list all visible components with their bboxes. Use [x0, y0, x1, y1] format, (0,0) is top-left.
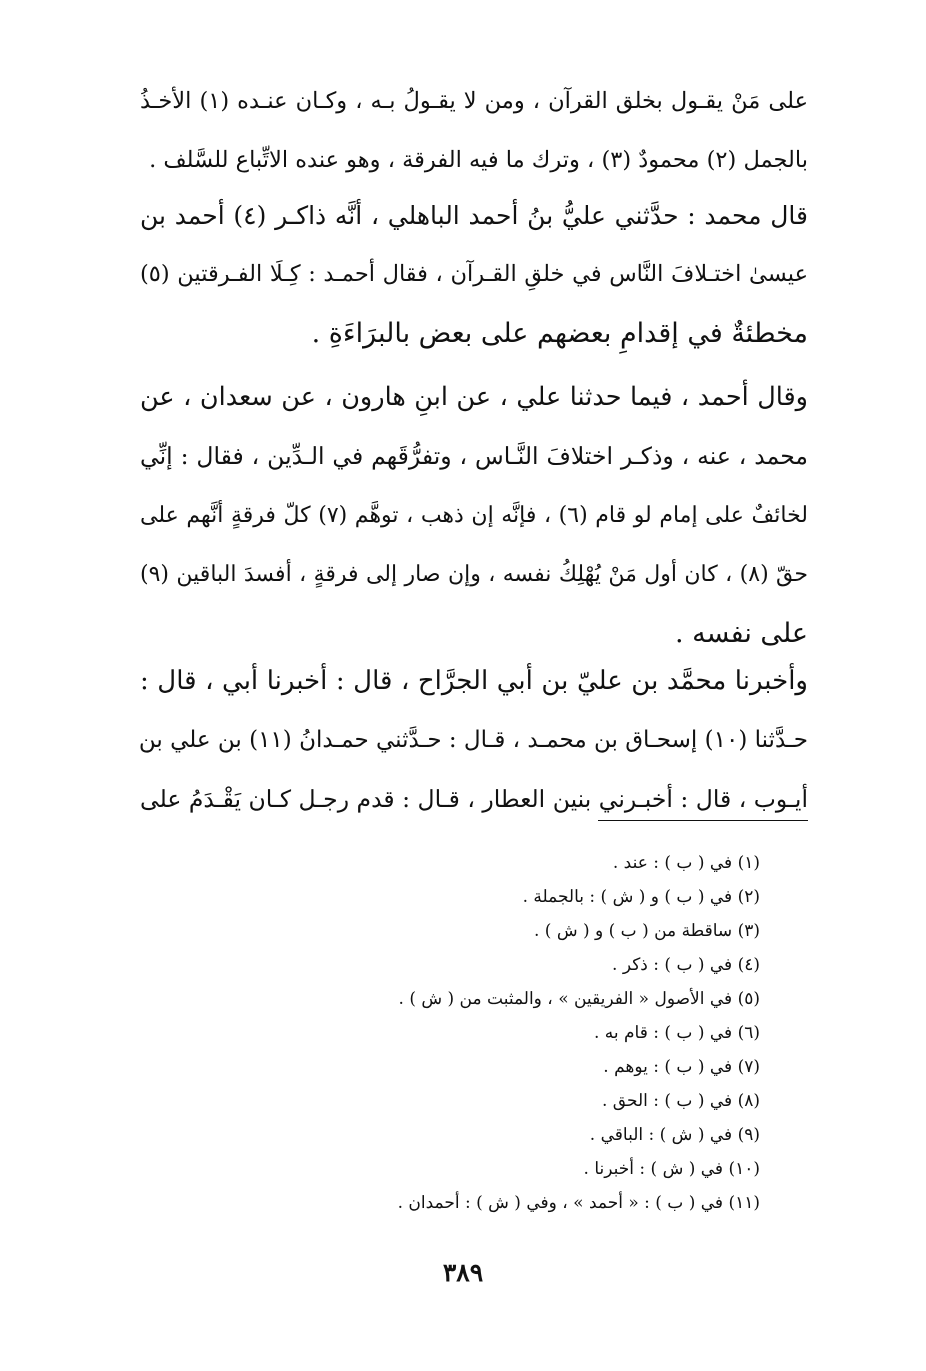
text-line: محمد ، عنه ، وذكـر اختلافَ النَّـاس ، وتفرُّقَهم في الـدِّين ، فقال : إنِّي: [140, 442, 808, 470]
page-number: ٣٨٩: [442, 1258, 484, 1287]
paragraph-4: [140, 652, 808, 829]
footnote: (٩) في ( ش ) : الباقي .: [589, 1125, 760, 1145]
text-line: لخائفٌ على إمام لو قام (٦) ، فإنَّه إن ذهب ، توهَّم (٧) كلّ فرقةٍ أنَّهم على: [140, 503, 808, 528]
footnote: (١) في ( ب ) : عند .: [612, 853, 760, 873]
text-line: حقّ (٨) ، كان أول مَنْ يُهْلِكُ نفسه ، وإن صار إلى فرقةٍ ، أفسدَ الباقين (٩): [140, 562, 808, 587]
footnote: (١١) في ( ب ) : « أحمد » ، وفي ( ش ) : أحمدان .: [397, 1193, 760, 1213]
text-line: مخطئةٌ في إقدامِ بعضهم على بعض بالبرَاءَةِ .: [311, 318, 808, 349]
text-line: قال محمد : حدَّثني عليُّ بنُ أحمد الباهلي ، أنَّه ذاكـر (٤) أحمد بن: [140, 201, 808, 230]
footnote: (٥) في الأصول « الفريقين » ، والمثبت من ( ش ) .: [398, 989, 760, 1009]
text-line: بالجمل (٢) محمودٌ (٣) ، وترك ما فيه الفرقة ، وهو عنده الاتِّباع للسَّلف .: [149, 147, 808, 173]
text-line: على نفسه .: [674, 618, 808, 649]
text-line: على مَنْ يقـول بخلق القرآن ، ومن لا يقـولُ بـه ، وكـان عنـده (١) الأخـذُ: [140, 88, 808, 114]
text-line: عيسىٰ اختـلافَ النَّاس في خلقِ القـرآن ، فقال أحمـد : كِـلَا الفـرقتين (٥): [140, 261, 808, 287]
text-line: حـدَّثنا (١٠) إسحـاق بن محمـد ، قـال : حـدَّثني حمـدانُ (١١) بن علي بن: [138, 727, 808, 753]
text-line: وقال أحمد ، فيما حدثنا علي ، عن ابنِ هارون ، عن سعدان ، عن: [140, 382, 808, 412]
footnote: (٣) ساقطة من ( ب ) و ( ش ) .: [533, 921, 760, 941]
footnote: (٨) في ( ب ) : الحق .: [602, 1091, 760, 1111]
footnote: (٦) في ( ب ) : قام به .: [593, 1023, 760, 1043]
paragraph-1: [140, 72, 808, 190]
footnote: (١٠) في ( ش ) : أخبرنا .: [583, 1159, 760, 1179]
paragraph-3: [140, 368, 808, 663]
paragraph-2: [140, 186, 808, 363]
footnote: (٧) في ( ب ) : يوهم .: [603, 1057, 760, 1077]
footnotes: [398, 846, 760, 1220]
text-line: أيـوب ، قال : أخبـرني بنين العطار ، قـال : قدم رجـل كـان يَقْـدَمُ على: [140, 785, 808, 813]
text-line: وأخبرنا محمَّد بن عليّ بن أبي الجرَّاح ، قال : أخبرنا أبي ، قال :: [140, 666, 808, 696]
footnote-separator: [598, 820, 808, 821]
footnote: (٤) في ( ب ) : ذكر .: [612, 955, 760, 975]
footnote: (٢) في ( ب ) و ( ش ) : بالجملة .: [522, 887, 760, 907]
